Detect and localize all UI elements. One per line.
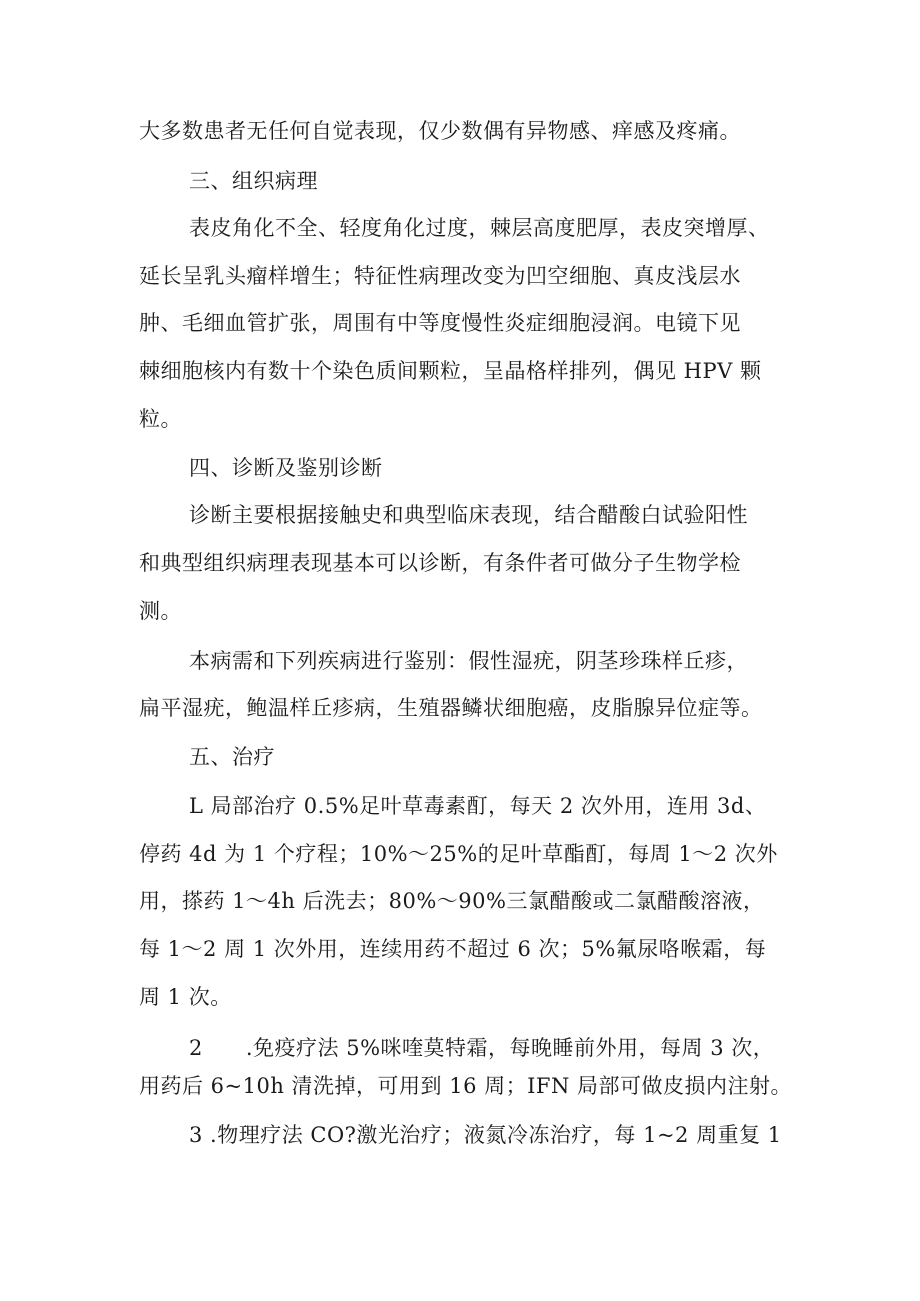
- section-heading: 四、诊断及鉴别诊断: [189, 456, 383, 480]
- text-line: 诊断主要根据接触史和典型临床表现，结合醋酸白试验阳性: [189, 503, 748, 527]
- text-line: 扁平湿疣，鲍温样丘疹病，生殖器鳞状细胞癌，皮脂腺异位症等。: [139, 696, 763, 720]
- text-line: 测。: [139, 599, 182, 623]
- text-line: 和典型组织病理表现基本可以诊断，有条件者可做分子生物学检: [139, 551, 741, 575]
- text-line: 周 1 次。: [139, 985, 232, 1009]
- text-line: 粒。: [139, 407, 182, 431]
- text-line: L 局部治疗 0.5%足叶草毒素酊，每天 2 次外用，连用 3d、: [189, 794, 767, 818]
- text-line: 每 1～2 周 1 次外用，连续用药不超过 6 次；5%氟尿咯喉霜，每: [139, 937, 767, 961]
- section-heading: 五、治疗: [189, 745, 275, 769]
- text-line: 本病需和下列疾病进行鉴别：假性湿疣，阴茎珍珠样丘疹，: [189, 649, 748, 673]
- text-line: 3 .物理疗法 CO?激光治疗；液氮冷冻治疗，每 1~2 周重复 1: [189, 1123, 782, 1147]
- text-line: 棘细胞核内有数十个染色质间颗粒，呈晶格样排列，偶见 HPV 颗: [139, 359, 762, 383]
- text-line: 肿、毛细血管扩张，周围有中等度慢性炎症细胞浸润。电镜下见: [139, 311, 741, 335]
- text-line: 用药后 6~10h 清洗掉，可用到 16 周；IFN 局部可做皮损内注射。: [139, 1074, 793, 1098]
- text-line: 延长呈乳头瘤样增生；特征性病理改变为凹空细胞、真皮浅层水: [139, 264, 741, 288]
- text-line: 大多数患者无任何自觉表现，仅少数偶有异物感、痒感及疼痛。: [139, 119, 741, 143]
- text-line: 2 .免疫疗法 5%咪喹莫特霜，每晚睡前外用，每周 3 次，: [189, 1036, 775, 1060]
- text-line: 用，搽药 1～4h 后洗去；80%～90%三氯醋酸或二氯醋酸溶液，: [139, 889, 765, 913]
- text-line: 停药 4d 为 1 个疗程；10%～25%的足叶草酯酊，每周 1～2 次外: [139, 842, 778, 866]
- section-heading: 三、组织病理: [189, 169, 318, 193]
- text-line: 表皮角化不全、轻度角化过度，棘层高度肥厚，表皮突增厚、: [189, 216, 770, 240]
